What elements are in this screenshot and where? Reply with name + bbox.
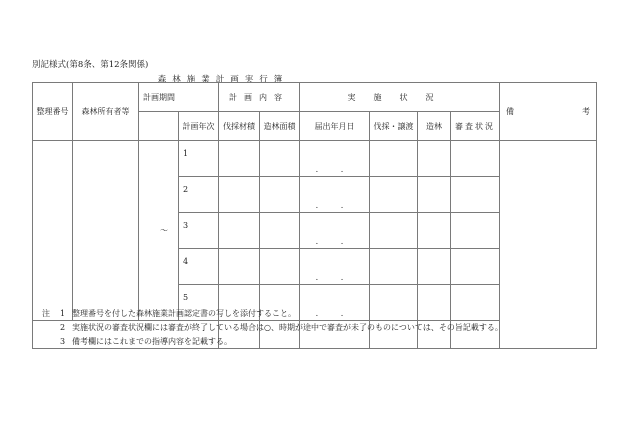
planting-area-cell[interactable] [260, 213, 300, 249]
form-title: 森林施業計画実行簿 [157, 75, 289, 85]
planting-cell[interactable] [418, 213, 451, 249]
note-text: 実施状況の審査状況欄には審査が終了している場合は○、時期が途中で審査が未了のものについては、その旨記載する。 [72, 323, 503, 332]
planting-cell[interactable] [418, 141, 451, 177]
header-planting: 造林 [418, 112, 451, 141]
notification-date-cell[interactable]: . . [300, 141, 370, 177]
note-item [42, 307, 503, 321]
note-text: 備考欄にはこれまでの指導内容を記載する。 [72, 337, 232, 346]
review-status-cell[interactable] [451, 213, 500, 249]
cut-volume-cell[interactable] [219, 213, 260, 249]
cut-volume-cell[interactable] [219, 177, 260, 213]
plan-year: 4 [179, 249, 219, 285]
cut-transfer-cell[interactable] [370, 177, 418, 213]
header-notification-date: 届出年月日 [300, 112, 370, 141]
header-period-blank [139, 112, 179, 141]
form-label: 別記様式(第8条、第12条関係) [32, 60, 149, 70]
note-item [42, 321, 503, 335]
notes-prefix: 注 [42, 309, 50, 318]
planting-area-cell[interactable] [260, 177, 300, 213]
header-review-status: 審査状況 [451, 112, 500, 141]
header-planting-area: 造林面積 [260, 112, 300, 141]
plan-year: 2 [179, 177, 219, 213]
cut-transfer-cell[interactable] [370, 213, 418, 249]
seiri-bango-cell[interactable] [33, 141, 73, 321]
review-status-cell[interactable] [451, 141, 500, 177]
table-row [33, 141, 597, 177]
header-cut-transfer: 伐採・譲渡 [370, 112, 418, 141]
note-number: 3 [60, 337, 66, 346]
planting-cell[interactable] [418, 249, 451, 285]
planting-cell[interactable] [418, 177, 451, 213]
header-cut-volume: 伐採材積 [219, 112, 260, 141]
note-item [42, 335, 503, 349]
notification-date-cell[interactable]: . . [300, 177, 370, 213]
cut-transfer-cell[interactable] [370, 249, 418, 285]
plan-year: 3 [179, 213, 219, 249]
notification-date-cell[interactable]: . . [300, 285, 370, 321]
remarks-label-1: 備 [506, 107, 514, 116]
note-number: 1 [60, 309, 66, 318]
owner-cell[interactable] [73, 141, 139, 321]
review-status-cell[interactable] [451, 249, 500, 285]
note-text: 整理番号を付した森林施業計画認定書の写しを添付すること。 [72, 309, 296, 318]
notification-date-cell[interactable]: . . [300, 249, 370, 285]
header-owner: 森林所有者等 [73, 83, 139, 141]
plan-year: 1 [179, 141, 219, 177]
note-number: 2 [60, 323, 66, 332]
remarks-cell[interactable] [500, 141, 597, 349]
header-plan-contents: 計画内容 [219, 83, 300, 112]
planting-area-cell[interactable] [260, 141, 300, 177]
notes [42, 307, 503, 349]
plan-year: 5 [179, 285, 219, 321]
header-period: 計画期間 [139, 83, 219, 112]
header-seiri-bango: 整理番号 [33, 83, 73, 141]
period-cell[interactable]: 〜 [139, 141, 179, 321]
header-implementation: 実施状況 [300, 83, 500, 112]
remarks-label-2: 考 [582, 107, 590, 116]
cut-volume-cell[interactable] [219, 141, 260, 177]
cut-volume-cell[interactable] [219, 249, 260, 285]
review-status-cell[interactable] [451, 177, 500, 213]
planting-area-cell[interactable] [260, 249, 300, 285]
header-plan-year: 計画年次 [179, 112, 219, 141]
notification-date-cell[interactable]: . . [300, 213, 370, 249]
header-remarks [500, 83, 597, 141]
cut-transfer-cell[interactable] [370, 141, 418, 177]
